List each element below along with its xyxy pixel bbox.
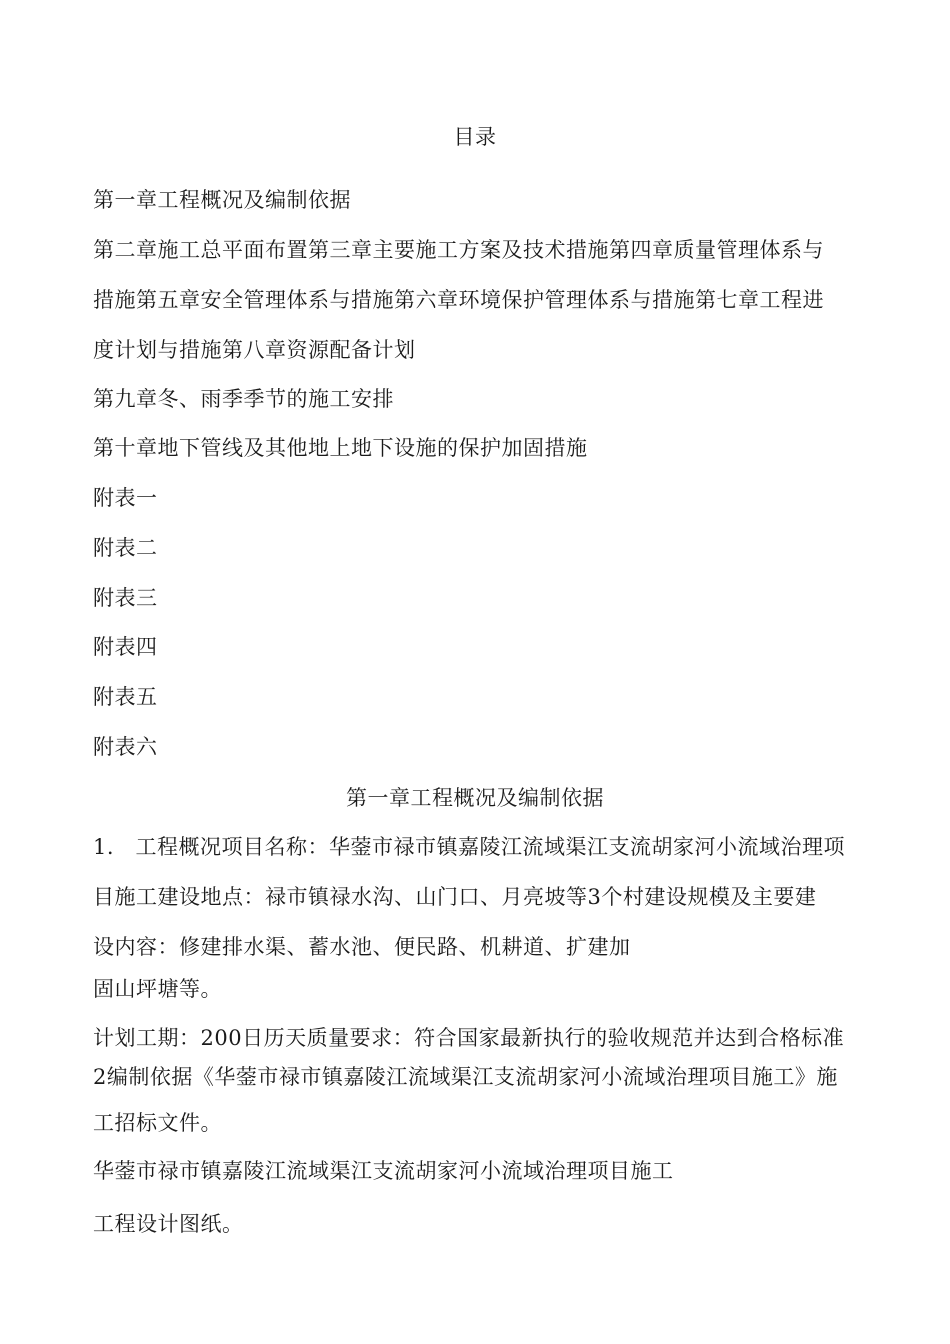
body-line: 设内容：修建排水渠、蓄水池、便民路、机耕道、扩建加 <box>93 935 631 959</box>
body-line: 计划工期：200日历天质量要求：符合国家最新执行的验收规范并达到合格标准 <box>93 1026 845 1050</box>
toc-entry: 附表五 <box>93 685 158 709</box>
toc-entry: 附表一 <box>93 486 158 510</box>
toc-entry: 度计划与措施第八章资源配备计划 <box>93 338 416 362</box>
toc-entry: 附表四 <box>93 635 158 659</box>
toc-entry: 第十章地下管线及其他地上地下设施的保护加固措施 <box>93 436 588 460</box>
body-line: 2编制依据《华蓥市禄市镇嘉陵江流域渠江支流胡家河小流域治理项目施工》施 <box>93 1065 838 1089</box>
toc-entry: 第一章工程概况及编制依据 <box>93 188 351 212</box>
body-line: 1. 工程概况项目名称：华蓥市禄市镇嘉陵江流域渠江支流胡家河小流域治理项 <box>93 835 846 859</box>
toc-entry: 第九章冬、雨季季节的施工安排 <box>93 387 394 411</box>
toc-title: 目录 <box>453 125 497 149</box>
toc-entry: 措施第五章安全管理体系与措施第六章环境保护管理体系与措施第七章工程进 <box>93 288 824 312</box>
body-line: 工招标文件。 <box>93 1111 222 1135</box>
body-line: 工程设计图纸。 <box>93 1212 244 1236</box>
body-line: 固山坪塘等。 <box>93 977 222 1001</box>
toc-entry: 附表六 <box>93 735 158 759</box>
toc-entry: 第二章施工总平面布置第三章主要施工方案及技术措施第四章质量管理体系与 <box>93 238 824 262</box>
toc-entry: 附表二 <box>93 536 158 560</box>
body-line: 华蓥市禄市镇嘉陵江流域渠江支流胡家河小流域治理项目施工 <box>93 1159 674 1183</box>
toc-entry: 附表三 <box>93 586 158 610</box>
chapter-heading: 第一章工程概况及编制依据 <box>346 786 604 810</box>
body-line: 目施工建设地点：禄市镇禄水沟、山门口、月亮坡等3个村建设规模及主要建 <box>93 885 817 909</box>
